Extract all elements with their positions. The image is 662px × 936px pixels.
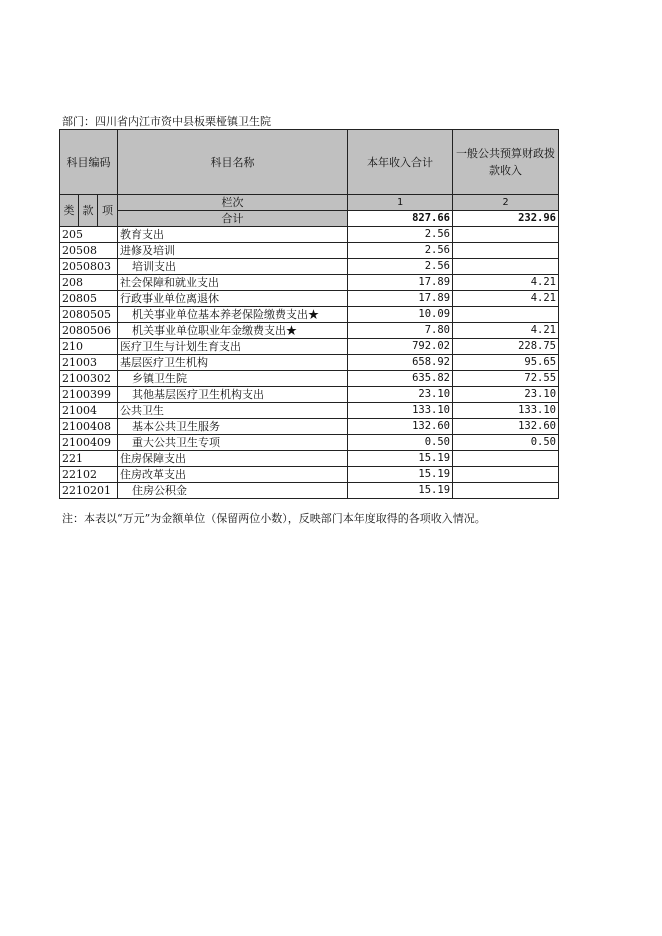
row-code: 210 <box>60 339 118 355</box>
table-row <box>60 227 559 243</box>
table-row <box>60 307 559 323</box>
row-general: 228.75 <box>453 339 559 355</box>
row-name: 住房改革支出 <box>118 467 348 483</box>
table-row <box>60 371 559 387</box>
row-code: 2080505 <box>60 307 118 323</box>
table-row <box>60 339 559 355</box>
row-total: 635.82 <box>348 371 453 387</box>
table-row <box>60 291 559 307</box>
table-row <box>60 419 559 435</box>
header-col2: 2 <box>453 195 559 211</box>
row-code: 2100408 <box>60 419 118 435</box>
subheader-row <box>60 195 559 211</box>
row-name: 医疗卫生与计划生育支出 <box>118 339 348 355</box>
header-total: 本年收入合计 <box>348 130 453 195</box>
row-general: 23.10 <box>453 387 559 403</box>
row-code: 2080506 <box>60 323 118 339</box>
sum-row <box>60 211 559 227</box>
row-total: 17.89 <box>348 291 453 307</box>
row-total: 132.60 <box>348 419 453 435</box>
header-code: 科目编码 <box>60 130 118 195</box>
row-code: 2210201 <box>60 483 118 499</box>
row-total: 17.89 <box>348 275 453 291</box>
table-row <box>60 355 559 371</box>
row-general: 4.21 <box>453 291 559 307</box>
row-code: 2100409 <box>60 435 118 451</box>
row-name: 重大公共卫生专项 <box>118 435 348 451</box>
header-column-order: 栏次 <box>118 195 348 211</box>
row-general: 4.21 <box>453 323 559 339</box>
row-general: 0.50 <box>453 435 559 451</box>
row-name: 其他基层医疗卫生机构支出 <box>118 387 348 403</box>
sum-label: 合计 <box>118 211 348 227</box>
header-row <box>60 130 559 195</box>
row-name: 社会保障和就业支出 <box>118 275 348 291</box>
row-general: 4.21 <box>453 275 559 291</box>
table-row <box>60 483 559 499</box>
row-general <box>453 467 559 483</box>
table-row <box>60 243 559 259</box>
table-row <box>60 259 559 275</box>
row-code: 208 <box>60 275 118 291</box>
row-general <box>453 227 559 243</box>
header-kuan: 款 <box>79 195 98 227</box>
row-code: 2100399 <box>60 387 118 403</box>
footnote: 注：本表以“万元”为金额单位（保留两位小数），反映部门本年度取得的各项收入情况。 <box>62 512 486 525</box>
row-code: 20508 <box>60 243 118 259</box>
row-total: 7.80 <box>348 323 453 339</box>
row-general: 95.65 <box>453 355 559 371</box>
table-row <box>60 467 559 483</box>
row-name: 进修及培训 <box>118 243 348 259</box>
header-general: 一般公共预算财政拨款收入 <box>453 130 559 195</box>
row-general <box>453 259 559 275</box>
header-name: 科目名称 <box>118 130 348 195</box>
row-total: 15.19 <box>348 483 453 499</box>
table-row <box>60 435 559 451</box>
row-general: 132.60 <box>453 419 559 435</box>
row-name: 培训支出 <box>118 259 348 275</box>
row-general <box>453 451 559 467</box>
sum-general: 232.96 <box>453 211 559 227</box>
row-total: 15.19 <box>348 451 453 467</box>
row-code: 22102 <box>60 467 118 483</box>
row-total: 2.56 <box>348 243 453 259</box>
row-total: 2.56 <box>348 227 453 243</box>
row-code: 21003 <box>60 355 118 371</box>
table-row <box>60 451 559 467</box>
row-total: 10.09 <box>348 307 453 323</box>
row-total: 0.50 <box>348 435 453 451</box>
row-name: 教育支出 <box>118 227 348 243</box>
row-general <box>453 307 559 323</box>
header-col1: 1 <box>348 195 453 211</box>
row-name: 机关事业单位职业年金缴费支出★ <box>118 323 348 339</box>
row-name: 住房保障支出 <box>118 451 348 467</box>
income-table <box>59 129 559 499</box>
row-general: 133.10 <box>453 403 559 419</box>
row-total: 792.02 <box>348 339 453 355</box>
table-row <box>60 403 559 419</box>
row-general <box>453 243 559 259</box>
table-row <box>60 387 559 403</box>
row-total: 23.10 <box>348 387 453 403</box>
row-total: 658.92 <box>348 355 453 371</box>
header-xiang: 项 <box>98 195 118 227</box>
row-name: 乡镇卫生院 <box>118 371 348 387</box>
table-row <box>60 275 559 291</box>
row-total: 133.10 <box>348 403 453 419</box>
row-code: 205 <box>60 227 118 243</box>
row-name: 公共卫生 <box>118 403 348 419</box>
table-row <box>60 323 559 339</box>
row-code: 221 <box>60 451 118 467</box>
row-total: 2.56 <box>348 259 453 275</box>
row-general: 72.55 <box>453 371 559 387</box>
row-name: 机关事业单位基本养老保险缴费支出★ <box>118 307 348 323</box>
row-name: 行政事业单位离退休 <box>118 291 348 307</box>
row-code: 2100302 <box>60 371 118 387</box>
row-general <box>453 483 559 499</box>
row-name: 基本公共卫生服务 <box>118 419 348 435</box>
department-label: 部门：四川省内江市资中县板栗桠镇卫生院 <box>62 115 271 128</box>
row-code: 20805 <box>60 291 118 307</box>
sum-total: 827.66 <box>348 211 453 227</box>
row-total: 15.19 <box>348 467 453 483</box>
row-code: 2050803 <box>60 259 118 275</box>
row-name: 基层医疗卫生机构 <box>118 355 348 371</box>
row-code: 21004 <box>60 403 118 419</box>
row-name: 住房公积金 <box>118 483 348 499</box>
header-lei: 类 <box>60 195 79 227</box>
